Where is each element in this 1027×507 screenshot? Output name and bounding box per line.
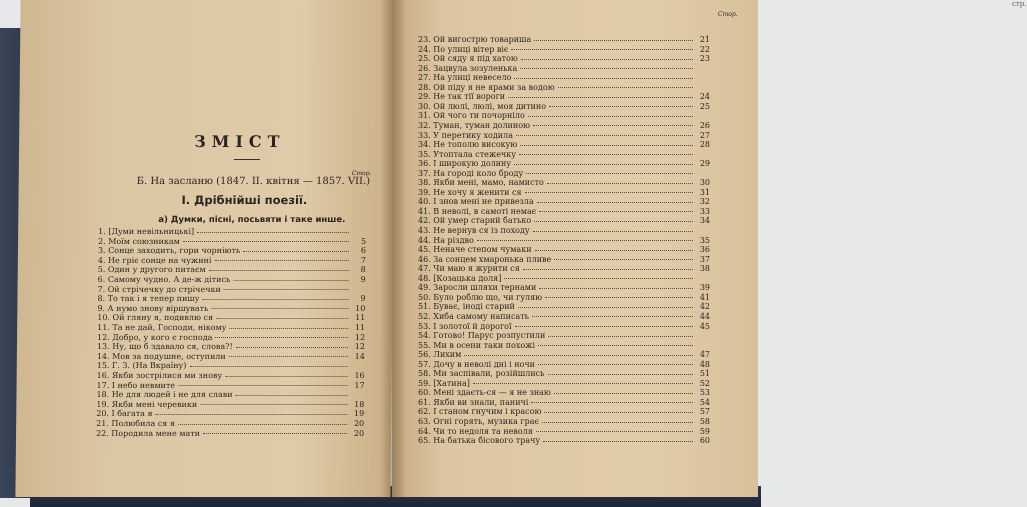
toc-entry-title: 29. Не так тії вороги [418,92,506,102]
title-rule [234,159,260,160]
dot-leader [533,230,693,232]
toc-entry-page: 39 [699,283,710,293]
toc-entry-page: 26 [699,120,710,130]
dot-leader [525,191,693,193]
dot-leader [548,373,694,375]
dot-leader [539,210,693,212]
toc-entry-page: 31 [699,187,710,197]
dot-leader [178,423,347,425]
toc-entry-title: 35. Утоптала стежечку [418,149,516,159]
book-gutter [380,0,406,497]
toc-entry-page: 21 [699,35,710,44]
dot-leader [554,392,693,394]
toc-entry-page: 51 [699,369,710,379]
toc-entry-title: 11. Та не дай, Господи, нікому [97,323,227,332]
dot-leader [189,365,347,367]
toc-entry-page: 14 [354,351,365,361]
dot-leader [508,96,693,98]
subsection-heading: а) Думки, пісні, посьвяти і таке инше. [158,215,346,225]
dot-leader [523,268,693,270]
dot-leader [156,413,348,415]
dot-leader [533,124,693,126]
toc-entry-title: 21. Полюбила ся я [96,419,175,428]
dot-leader [473,382,693,384]
toc-entry-title: 34. Не тополю високую [418,140,518,150]
toc-entry-page: 57 [699,407,710,417]
dot-leader [178,384,348,386]
dot-leader [520,67,693,69]
toc-entry-title: 42. Ой умер старий батько [418,216,532,226]
toc-entry-title: 33. У перетику ходила [418,130,513,140]
toc-entry-page: 20 [353,419,365,428]
toc-entry-page: 5 [360,236,367,246]
toc-entry-page: 20 [353,428,365,438]
dot-leader [538,344,693,346]
toc-entry-title: 61. Якби ви знали, паничі [418,397,529,407]
toc-entry-page: 59 [699,426,710,436]
toc-entry-page: 19 [354,409,365,419]
toc-entry [418,435,710,446]
toc-entry-title: 47. Чи маю я журити ся [418,264,520,274]
toc-entry-page: 35 [699,235,710,245]
page-column-label-right: Стор. [718,11,738,18]
toc-entry-title: 7. Ой стрічечку до стрічечки [97,284,221,294]
toc-entry-page: 45 [699,321,710,331]
toc-entry-title: 44. На різдво [418,235,474,245]
toc-entry-title: 36. І широкую долину [418,159,512,169]
dot-leader [197,231,349,233]
toc-entry-page: 47 [699,350,710,360]
toc-entry-title: 19. Якби мені черевики [96,399,198,409]
toc-entry-title: 5. Один у другого питаєм [97,265,206,275]
toc-entry-title: 30. Ой люлі, люлі, моя дитино [418,101,547,111]
dot-leader [224,288,349,290]
toc-entry-page: 12 [354,332,366,342]
toc-entry-page: 8 [360,265,366,275]
dot-leader [520,144,693,146]
toc-entry-page: 48 [699,359,710,369]
toc-entry-title: 43. Не вернув ся із походу [418,226,530,235]
toc-entry-page: 37 [699,254,710,264]
toc-entry-page: 7 [360,255,366,265]
toc-entry-title: 14. Мов за подушне, оступили [96,351,226,361]
dot-leader [548,335,693,337]
dot-leader [203,432,347,434]
toc-entry-title: 16. Якби зострілися ми знову [96,371,223,380]
toc-entry-page: 30 [699,178,710,188]
dot-leader [225,375,348,377]
dot-leader [514,77,693,79]
toc-entry-title: 40. І знов мені не привезла [418,197,534,207]
dot-leader [535,249,693,251]
section-heading: Б. На засланю (1847. II. квітня — 1857. VII.) [136,176,371,187]
dot-leader [544,411,693,413]
toc-entry-title: 57. Дочу в неволі дні і ночи [418,359,535,369]
dot-leader [528,115,693,117]
toc-entry-title: 37. На городі коло броду [418,168,524,178]
toc-entry-page: 42 [699,302,710,312]
toc-entry-title: 39. Не хочу я женити ся [418,187,522,197]
toc-entry-title: 31. Ой чого ти почорніло [418,111,525,121]
toc-entry-page: 27 [699,130,710,140]
dot-leader [526,172,693,174]
right-page [392,0,1027,497]
toc-entry-page: 54 [699,397,710,407]
dot-leader [545,296,693,298]
dot-leader [547,182,693,184]
toc-entry-page: 60 [699,436,710,446]
dot-leader [464,354,693,356]
toc-entry-title: 54. Готово! Парус розпустили [418,331,546,341]
toc-entry-page: 44 [699,311,710,321]
toc-entry-title: 62. І станом гнучим і красою [418,407,542,417]
toc-entry-title: 10. Ой гляну я, подивлю ся [97,313,214,323]
toc-entry-page: 58 [699,417,710,426]
toc-entry-title: 2. Моїм союзникам [98,236,180,246]
toc-entry-page: 6 [360,246,367,256]
dot-leader [214,259,348,261]
toc-entry-title: 17. І небо невмите [96,380,176,390]
toc-entry-page: 23 [699,54,710,64]
toc-entry-page: 24 [699,92,710,102]
dot-leader [202,298,348,300]
dot-leader [236,394,348,396]
dot-leader [531,401,693,403]
toc-entry-title: 23. Ой вигострю товариша [418,35,532,44]
running-header: стр. [1012,0,1027,8]
toc-entry-title: 1. [Думи невільницькі] [98,227,195,236]
dot-leader [504,277,693,279]
toc-entry-page: 9 [360,275,366,284]
dot-leader [211,307,348,309]
dot-leader [209,269,349,271]
toc-entry-title: 27. На улиці невесело [418,73,512,83]
toc-entry-title: 51. Буває, іноді старий [418,302,515,312]
toc-entry-page: 12 [354,342,366,352]
toc-entry-title: 3. Сонце заходить, гори чорніють [97,246,241,256]
toc-entry-page: 11 [354,323,366,332]
dot-leader [549,105,693,107]
dot-leader [542,421,693,423]
dot-leader [538,363,693,365]
chapter-heading: І. Дрібнійші поезії. [181,193,308,207]
toc-entry-page: 9 [360,294,366,304]
dot-leader [554,258,693,260]
dot-leader [477,239,693,241]
toc-entry-title: 20. І багата я [96,409,153,419]
toc-entry [96,428,364,439]
toc-entry-title: 56. Лихим [418,350,462,360]
toc-entry-title: 28. Ой піду я не ярами за водою [418,82,555,92]
dot-leader [518,306,693,308]
toc-entry-title: 26. Зацвула зозуленька [418,63,518,73]
toc-entry-page: 18 [354,399,365,409]
toc-entry-title: 48. [Козацька доля] [418,273,502,283]
dot-leader [543,440,693,442]
toc-entry-title: 4. Не гріє сонце на чужині [97,255,212,265]
dot-leader [516,134,693,136]
toc-entry-title: 41. В неволі, в самоті немає [418,206,537,216]
toc-entry-page: 10 [355,303,366,313]
toc-entry-page: 34 [699,216,710,226]
dot-leader [183,240,349,242]
dot-leader [216,317,348,319]
toc-entry-page: 11 [355,313,366,323]
toc-entry-title: 25. Ой сяду я під хатою [418,54,518,64]
dot-leader [233,279,348,281]
toc-entry-title: 55. Ми в осени таки похожі [418,340,536,350]
dot-leader [519,153,693,155]
dot-leader [236,346,348,348]
toc-entry-page: 41 [699,292,710,302]
toc-entry-title: 63. Огні горять, музика грає [418,417,539,426]
dot-leader [514,163,693,165]
toc-entry-title: 18. Не для людей і не для слави [96,390,233,400]
toc-entry-page: 17 [354,380,365,390]
toc-entry-title: 12. Добро, у кого є господа [97,332,213,342]
toc-entry-title: 22. Породила мене мати [96,428,201,438]
toc-entry-page: 33 [699,206,710,216]
dot-leader [558,86,693,88]
dot-leader [243,250,349,252]
dot-leader [200,403,347,405]
toc-entry-page: 22 [699,44,710,54]
page-column-label: Стор. [351,170,372,177]
dot-leader [511,48,693,50]
toc-entry-title: 38. Якби мені, мамо, намисто [418,178,544,188]
toc-entry-page: 29 [699,159,710,169]
toc-entry-title: 13. Ну, що б здавало ся, слова?! [96,342,233,352]
page-title: ЗМІСТ [194,132,286,151]
dot-leader [534,220,693,222]
toc-entry-title: 60. Мені здаєть-ся — я не знаю [418,388,551,398]
toc-entry-title: 65. На батька бісового трачу [418,436,541,446]
toc-entry-page: 38 [699,264,710,274]
toc-entry-page: 25 [699,101,710,111]
toc-entry-page: 28 [699,140,710,150]
toc-entry-page: 52 [699,378,710,388]
toc-entry-title: 9. А нумо знову віршувать [97,303,209,313]
toc-entry-page: 16 [354,371,365,380]
dot-leader [537,201,693,203]
toc-entry-title: 53. І золотої й дорогої [418,321,512,331]
toc-entry-title: 15. Г. З. (На Вкраїну) [96,361,187,371]
toc-entry-title: 32. Туман, туман долиною [418,120,530,130]
toc-entry-page: 32 [699,197,710,207]
dot-leader [532,315,693,317]
toc-entry-title: 8. То так і я тепер пишу [97,294,200,304]
dot-leader [539,287,693,289]
dot-leader [521,58,693,60]
dot-leader [536,430,693,432]
toc-entry-title: 59. [Хатина] [418,378,470,388]
dot-leader [534,39,693,41]
toc-entry-title: 46. За сонцем хмаронька пливе [418,254,552,264]
toc-entry-title: 49. Заросли шляхи тернами [418,283,537,293]
dot-leader [515,325,693,327]
dot-leader [229,355,348,357]
toc-entry-title: 50. Було роблю що, чи гуляю [418,292,543,302]
toc-entry-page: 36 [699,245,710,255]
left-page [15,0,395,497]
dot-leader [230,327,349,329]
dot-leader [215,336,348,338]
toc-entry-title: 52. Хиба самому написать [418,311,529,321]
toc-entry-title: 58. Ми заспівали, розійшлись [418,369,545,379]
toc-entry-title: 24. По улиці вітер віє [418,44,509,54]
toc-entry-title: 6. Самому чудно. А де-ж дітись [97,275,231,284]
toc-entry-page: 53 [699,388,710,398]
toc-entry-title: 64. Чи то недоля та неволя [418,426,533,436]
toc-entry-title: 45. Неначе степом чумаки [418,245,532,255]
